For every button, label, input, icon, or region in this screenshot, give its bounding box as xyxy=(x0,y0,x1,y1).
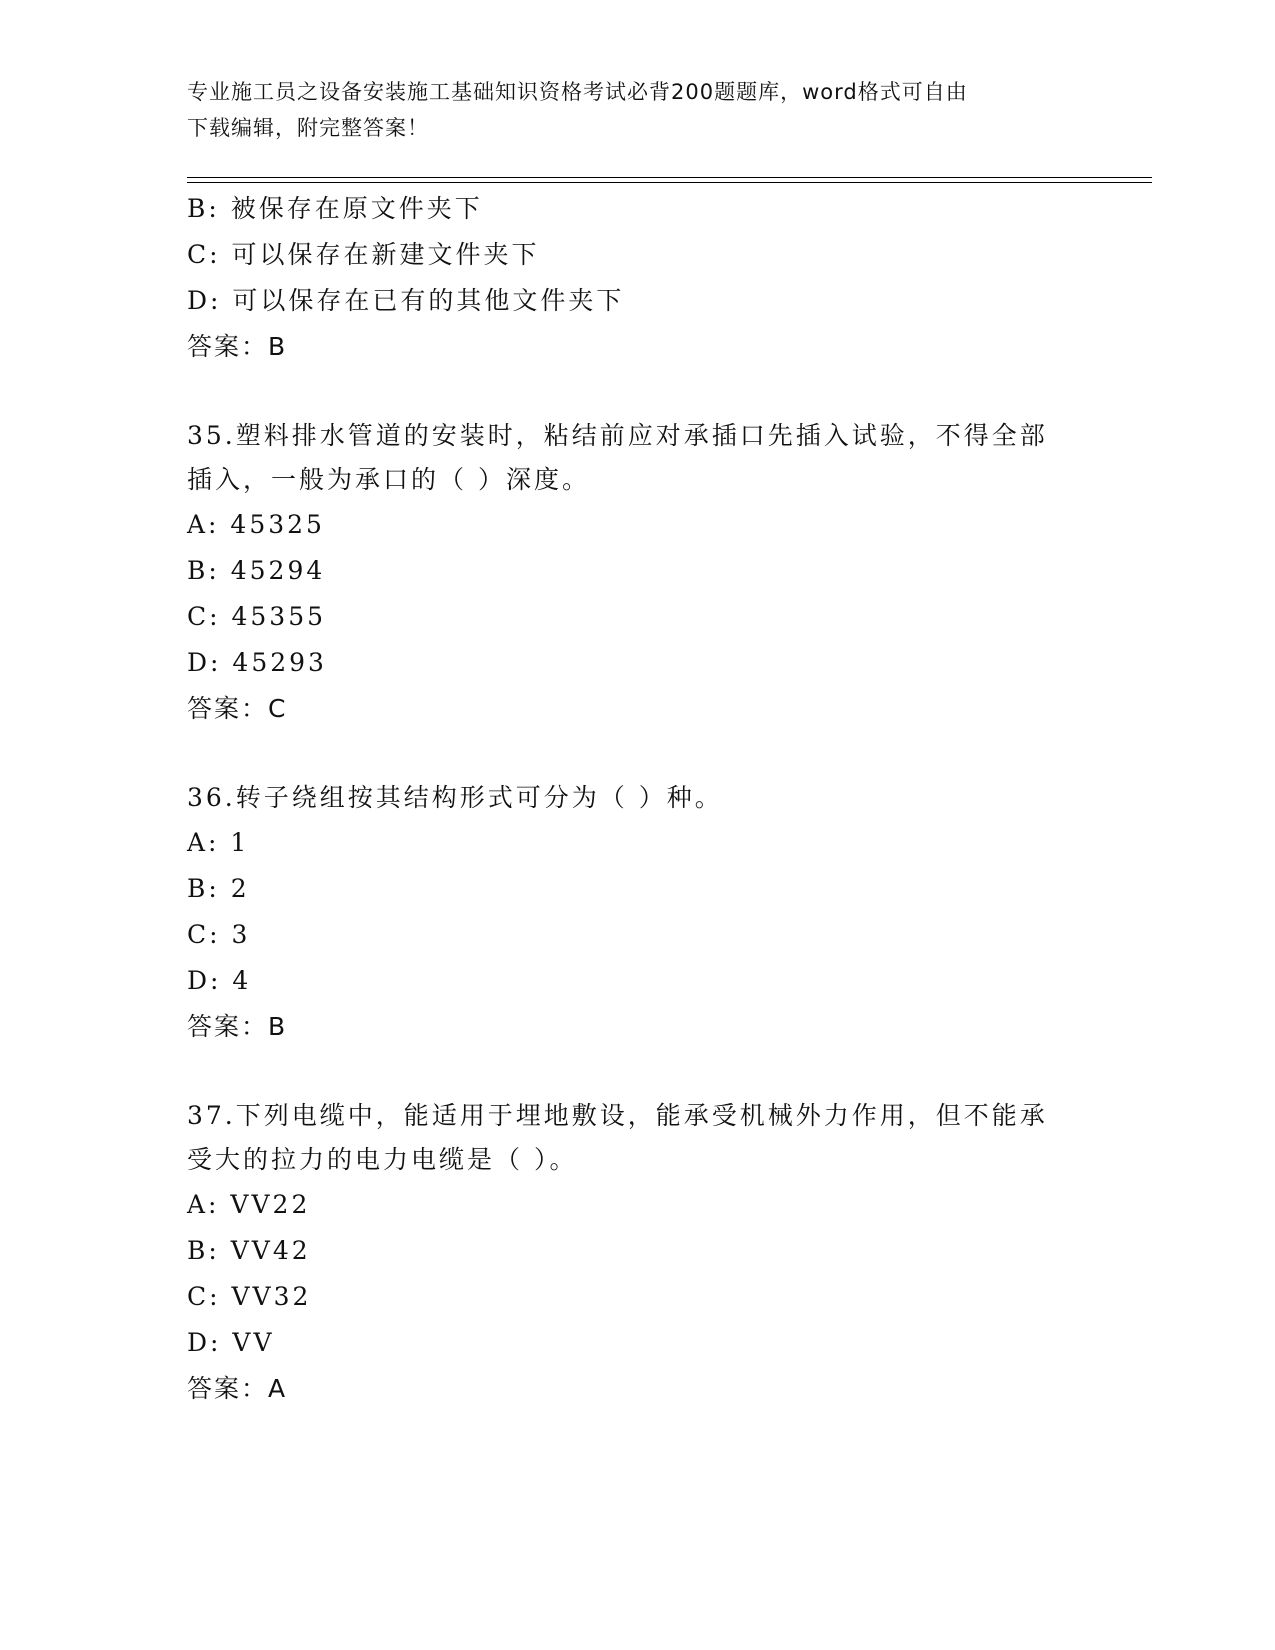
option-a: A: VV22 xyxy=(187,1190,311,1219)
answer-line: 答案：C xyxy=(187,694,288,723)
option-a: A: 1 xyxy=(187,828,250,857)
question-block-37 xyxy=(187,1094,1147,1412)
option-b: B: 2 xyxy=(187,874,250,903)
option-d: D: 可以保存在已有的其他文件夹下 xyxy=(187,286,625,315)
question-text-line-2: 插入，一般为承口的（ ）深度。 xyxy=(187,465,590,494)
question-text xyxy=(187,414,1087,502)
option-d: D: 45293 xyxy=(187,648,327,677)
question-text-line-2: 受大的拉力的电力电缆是（ ）。 xyxy=(187,1145,578,1174)
header-line-1: 专业施工员之设备安装施工基础知识资格考试必背200题题库，word格式可自由 xyxy=(187,80,968,104)
header-divider-top xyxy=(187,177,1152,178)
question-text-line-1: 36.转子绕组按其结构形式可分为（ ）种。 xyxy=(187,783,723,812)
answer-line: 答案：B xyxy=(187,332,288,361)
answer-line: 答案：A xyxy=(187,1374,288,1403)
option-d: D: VV xyxy=(187,1328,275,1357)
option-c: C: VV32 xyxy=(187,1282,312,1311)
option-c: C: 45355 xyxy=(187,602,327,631)
question-block-36 xyxy=(187,776,1147,1050)
question-block-34 xyxy=(187,186,1147,370)
header-divider-bottom xyxy=(187,182,1152,183)
question-block-35 xyxy=(187,414,1147,732)
option-d: D: 4 xyxy=(187,966,252,995)
answer-line: 答案：B xyxy=(187,1012,288,1041)
question-text-line-1: 37.下列电缆中，能适用于埋地敷设，能承受机械外力作用，但不能承 xyxy=(187,1101,1048,1130)
option-b: B: 被保存在原文件夹下 xyxy=(187,194,483,223)
option-a: A: 45325 xyxy=(187,510,325,539)
question-text xyxy=(187,776,1087,820)
question-list xyxy=(187,186,1147,1412)
option-b: B: 45294 xyxy=(187,556,326,585)
document-header xyxy=(187,74,1067,146)
question-text-line-1: 35.塑料排水管道的安装时，粘结前应对承插口先插入试验，不得全部 xyxy=(187,421,1048,450)
option-c: C: 3 xyxy=(187,920,251,949)
option-c: C: 可以保存在新建文件夹下 xyxy=(187,240,540,269)
header-line-2: 下载编辑，附完整答案！ xyxy=(187,116,429,140)
option-b: B: VV42 xyxy=(187,1236,311,1265)
question-text xyxy=(187,1094,1087,1182)
